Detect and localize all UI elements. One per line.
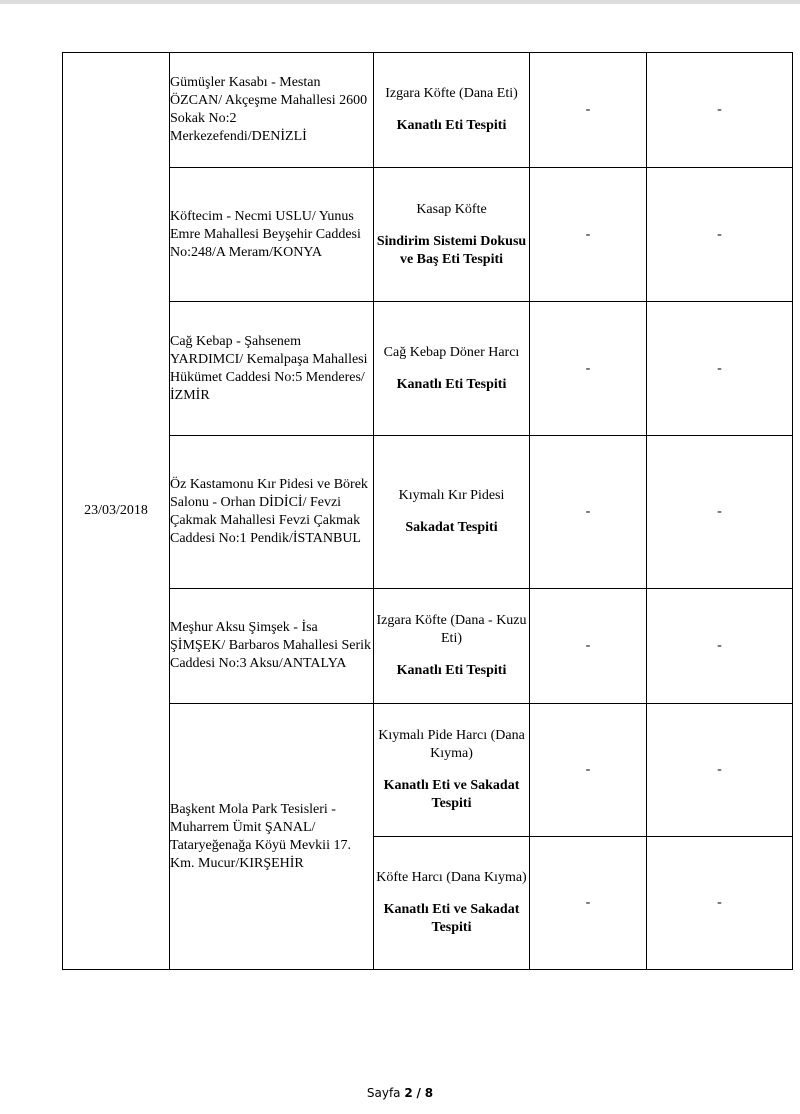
table-row: [63, 302, 793, 436]
page-current: 2: [404, 1086, 413, 1100]
value-cell: -: [530, 168, 647, 302]
value-cell: -: [647, 837, 793, 970]
address-cell: Köftecim - Necmi USLU/ Yunus Emre Mahallesi Beyşehir Caddesi No:248/A Meram/KONYA: [170, 168, 374, 302]
product-cell: [374, 589, 530, 704]
table-row: [63, 168, 793, 302]
value-cell: -: [530, 53, 647, 168]
page-separator: /: [416, 1086, 421, 1100]
address-cell: Gümüşler Kasabı - Mestan ÖZCAN/ Akçeşme Mahallesi 2600 Sokak No:2 Merkezefendi/DENİZLİ: [170, 53, 374, 168]
finding-text: Sakadat Tespiti: [405, 520, 498, 535]
finding-text: Sindirim Sistemi Dokusu ve Baş Eti Tespiti: [376, 233, 527, 267]
table-row: [63, 53, 793, 168]
value-cell: -: [647, 168, 793, 302]
date-cell: [63, 53, 170, 970]
finding-text: Kanatlı Eti Tespiti: [396, 118, 507, 133]
table-row: [63, 704, 793, 837]
finding-text: Kanatlı Eti Tespiti: [396, 663, 507, 678]
product-name: Kıymalı Pide Harcı (Dana Kıyma): [378, 728, 525, 761]
value-cell: -: [647, 704, 793, 837]
table-row: [63, 436, 793, 589]
value-cell: -: [530, 837, 647, 970]
product-name: Cağ Kebap Döner Harcı: [383, 344, 520, 360]
inspection-date: 23/03/2018: [84, 503, 148, 518]
product-name: Kıymalı Kır Pidesi: [398, 488, 505, 503]
value-cell: -: [530, 302, 647, 436]
product-cell: [374, 168, 530, 302]
page-number: [0, 1086, 800, 1100]
product-cell: [374, 704, 530, 837]
value-cell: -: [530, 589, 647, 704]
finding-text: Kanatlı Eti ve Sakadat Tespiti: [383, 902, 520, 935]
product-name: Izgara Köfte (Dana Eti): [385, 86, 518, 101]
value-cell: -: [647, 589, 793, 704]
page-total: 8: [424, 1086, 434, 1100]
value-cell: -: [647, 53, 793, 168]
address-cell: Öz Kastamonu Kır Pidesi ve Börek Salonu - Orhan DİDİCİ/ Fevzi Çakmak Mahallesi Fevzi Çakmak Caddesi No:1 Pendik/İSTANBUL: [170, 436, 374, 589]
product-cell: [374, 302, 530, 436]
finding-text: Kanatlı Eti ve Sakadat Tespiti: [383, 778, 520, 811]
product-name: Köfte Harcı (Dana Kıyma): [376, 870, 527, 885]
address-cell: Cağ Kebap - Şahsenem YARDIMCI/ Kemalpaşa Mahallesi Hükümet Caddesi No:5 Menderes/İZMİR: [170, 302, 374, 436]
page-label: Sayfa: [366, 1086, 401, 1100]
address-cell: Meşhur Aksu Şimşek - İsa ŞİMŞEK/ Barbaros Mahallesi Serik Caddesi No:3 Aksu/ANTALYA: [170, 589, 374, 704]
product-name: Kasap Köfte: [416, 201, 487, 217]
product-cell: [374, 837, 530, 970]
product-cell: [374, 53, 530, 168]
value-cell: -: [530, 704, 647, 837]
value-cell: -: [530, 436, 647, 589]
table-row: [63, 589, 793, 704]
product-cell: [374, 436, 530, 589]
inspection-results-table: [62, 52, 793, 970]
product-name: Izgara Köfte (Dana - Kuzu Eti): [376, 613, 527, 646]
address-cell: Başkent Mola Park Tesisleri - Muharrem Ümit ŞANAL/ Tataryeğenağa Köyü Mevkii 17. Km. Mucur/KIRŞEHİR: [170, 704, 374, 970]
value-cell: -: [647, 436, 793, 589]
finding-text: Kanatlı Eti Tespiti: [396, 376, 507, 392]
viewer-top-border: [0, 0, 800, 4]
value-cell: -: [647, 302, 793, 436]
